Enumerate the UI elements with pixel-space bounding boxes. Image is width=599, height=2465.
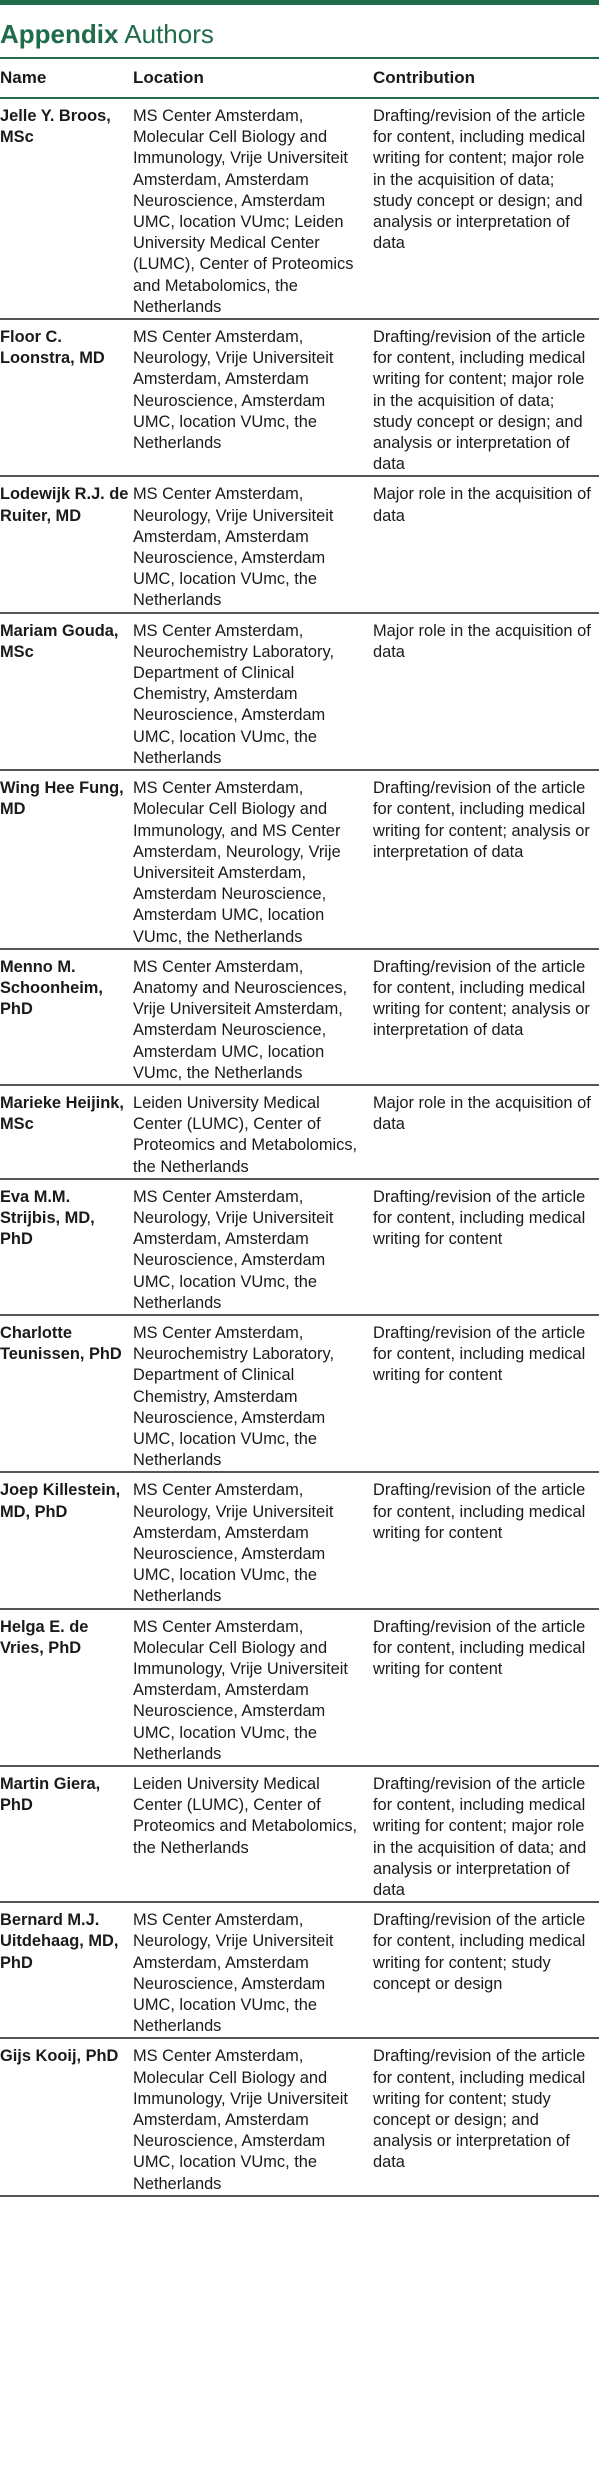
- author-location-cell: MS Center Amsterdam, Neurology, Vrije Universiteit Amsterdam, Amsterdam Neuroscience, Amsterdam UMC, location VUmc, the Netherlands: [133, 319, 373, 476]
- table-row: [0, 1902, 599, 2038]
- author-name-cell: Eva M.M. Strijbis, MD, PhD: [0, 1179, 133, 1315]
- author-name-cell: Marieke Heijink, MSc: [0, 1085, 133, 1179]
- author-name-cell: Helga E. de Vries, PhD: [0, 1609, 133, 1766]
- table-row: [0, 1315, 599, 1472]
- author-contribution-cell: Drafting/revision of the article for content, including medical writing for content; study concept or design; and analysis or interpretation of data: [373, 2038, 599, 2195]
- author-location-cell: MS Center Amsterdam, Neurology, Vrije Universiteit Amsterdam, Amsterdam Neuroscience, Amsterdam UMC, location VUmc, the Netherlands: [133, 1472, 373, 1608]
- table-row: [0, 770, 599, 949]
- table-row: [0, 1085, 599, 1179]
- author-location-cell: MS Center Amsterdam, Molecular Cell Biology and Immunology, Vrije Universiteit Amsterdam, Amsterdam Neuroscience, Amsterdam UMC, location VUmc, the Netherlands: [133, 2038, 373, 2195]
- author-name-cell: Joep Killestein, MD, PhD: [0, 1472, 133, 1608]
- author-name-cell: Charlotte Teunissen, PhD: [0, 1315, 133, 1472]
- author-name-cell: Menno M. Schoonheim, PhD: [0, 949, 133, 1085]
- column-header-location: Location: [133, 58, 373, 98]
- header-row: [0, 58, 599, 98]
- author-location-cell: Leiden University Medical Center (LUMC), Center of Proteomics and Metabolomics, the Netherlands: [133, 1085, 373, 1179]
- table-row: [0, 613, 599, 770]
- author-name-cell: Bernard M.J. Uitdehaag, MD, PhD: [0, 1902, 133, 2038]
- table-row: [0, 476, 599, 612]
- appendix-label: Appendix: [0, 19, 119, 49]
- table-row: [0, 98, 599, 319]
- table-row: [0, 319, 599, 476]
- table-row: [0, 1179, 599, 1315]
- author-contribution-cell: Drafting/revision of the article for content, including medical writing for content; major role in the acquisition of data; study concept or design; and analysis or interpretation of data: [373, 98, 599, 319]
- author-location-cell: MS Center Amsterdam, Neurology, Vrije Universiteit Amsterdam, Amsterdam Neuroscience, Amsterdam UMC, location VUmc, the Netherlands: [133, 1179, 373, 1315]
- author-location-cell: MS Center Amsterdam, Molecular Cell Biology and Immunology, Vrije Universiteit Amsterdam, Amsterdam Neuroscience, Amsterdam UMC, location VUmc, the Netherlands: [133, 1609, 373, 1766]
- table-row: [0, 949, 599, 1085]
- author-contribution-cell: Drafting/revision of the article for content, including medical writing for content: [373, 1315, 599, 1472]
- table-row: [0, 1472, 599, 1608]
- author-location-cell: MS Center Amsterdam, Neurochemistry Laboratory, Department of Clinical Chemistry, Amsterdam Neuroscience, Amsterdam UMC, location VUmc, the Netherlands: [133, 1315, 373, 1472]
- author-contribution-cell: Major role in the acquisition of data: [373, 1085, 599, 1179]
- author-location-cell: MS Center Amsterdam, Neurology, Vrije Universiteit Amsterdam, Amsterdam Neuroscience, Amsterdam UMC, location VUmc, the Netherlands: [133, 1902, 373, 2038]
- appendix-title: Authors: [124, 19, 214, 49]
- table-row: [0, 2038, 599, 2195]
- author-name-cell: Mariam Gouda, MSc: [0, 613, 133, 770]
- authors-table: [0, 57, 599, 2197]
- author-contribution-cell: Drafting/revision of the article for content, including medical writing for content; analysis or interpretation of data: [373, 770, 599, 949]
- author-contribution-cell: Drafting/revision of the article for content, including medical writing for content: [373, 1609, 599, 1766]
- author-location-cell: MS Center Amsterdam, Neurochemistry Laboratory, Department of Clinical Chemistry, Amsterdam Neuroscience, Amsterdam UMC, location VUmc, the Netherlands: [133, 613, 373, 770]
- author-location-cell: MS Center Amsterdam, Anatomy and Neurosciences, Vrije Universiteit Amsterdam, Amsterdam Neuroscience, Amsterdam UMC, location VUmc, the Netherlands: [133, 949, 373, 1085]
- table-row: [0, 1609, 599, 1766]
- column-header-contribution: Contribution: [373, 58, 599, 98]
- author-location-cell: MS Center Amsterdam, Neurology, Vrije Universiteit Amsterdam, Amsterdam Neuroscience, Amsterdam UMC, location VUmc, the Netherlands: [133, 476, 373, 612]
- author-location-cell: MS Center Amsterdam, Molecular Cell Biology and Immunology, Vrije Universiteit Amsterdam, Amsterdam Neuroscience, Amsterdam UMC, location VUmc; Leiden University Medical Center (LUMC), Center of Proteomics and Metabolomics, the Netherlands: [133, 98, 373, 319]
- author-contribution-cell: Drafting/revision of the article for content, including medical writing for content: [373, 1179, 599, 1315]
- author-location-cell: MS Center Amsterdam, Molecular Cell Biology and Immunology, and MS Center Amsterdam, Neurology, Vrije Universiteit Amsterdam, Amsterdam Neuroscience, Amsterdam UMC, location VUmc, the Netherlands: [133, 770, 373, 949]
- author-name-cell: Lodewijk R.J. de Ruiter, MD: [0, 476, 133, 612]
- author-name-cell: Floor C. Loonstra, MD: [0, 319, 133, 476]
- author-name-cell: Wing Hee Fung, MD: [0, 770, 133, 949]
- author-contribution-cell: Drafting/revision of the article for content, including medical writing for content; major role in the acquisition of data; study concept or design; and analysis or interpretation of data: [373, 319, 599, 476]
- author-contribution-cell: Drafting/revision of the article for content, including medical writing for content; study concept or design: [373, 1902, 599, 2038]
- authors-table-body: [0, 98, 599, 2196]
- author-contribution-cell: Drafting/revision of the article for content, including medical writing for content: [373, 1472, 599, 1608]
- authors-table-header: [0, 58, 599, 98]
- author-name-cell: Gijs Kooij, PhD: [0, 2038, 133, 2195]
- column-header-name: Name: [0, 58, 133, 98]
- author-contribution-cell: Drafting/revision of the article for content, including medical writing for content; major role in the acquisition of data; and analysis or interpretation of data: [373, 1766, 599, 1902]
- author-contribution-cell: Major role in the acquisition of data: [373, 613, 599, 770]
- author-contribution-cell: Major role in the acquisition of data: [373, 476, 599, 612]
- appendix-heading: [0, 5, 599, 57]
- author-contribution-cell: Drafting/revision of the article for content, including medical writing for content; analysis or interpretation of data: [373, 949, 599, 1085]
- author-name-cell: Martin Giera, PhD: [0, 1766, 133, 1902]
- table-row: [0, 1766, 599, 1902]
- author-name-cell: Jelle Y. Broos, MSc: [0, 98, 133, 319]
- author-location-cell: Leiden University Medical Center (LUMC), Center of Proteomics and Metabolomics, the Netherlands: [133, 1766, 373, 1902]
